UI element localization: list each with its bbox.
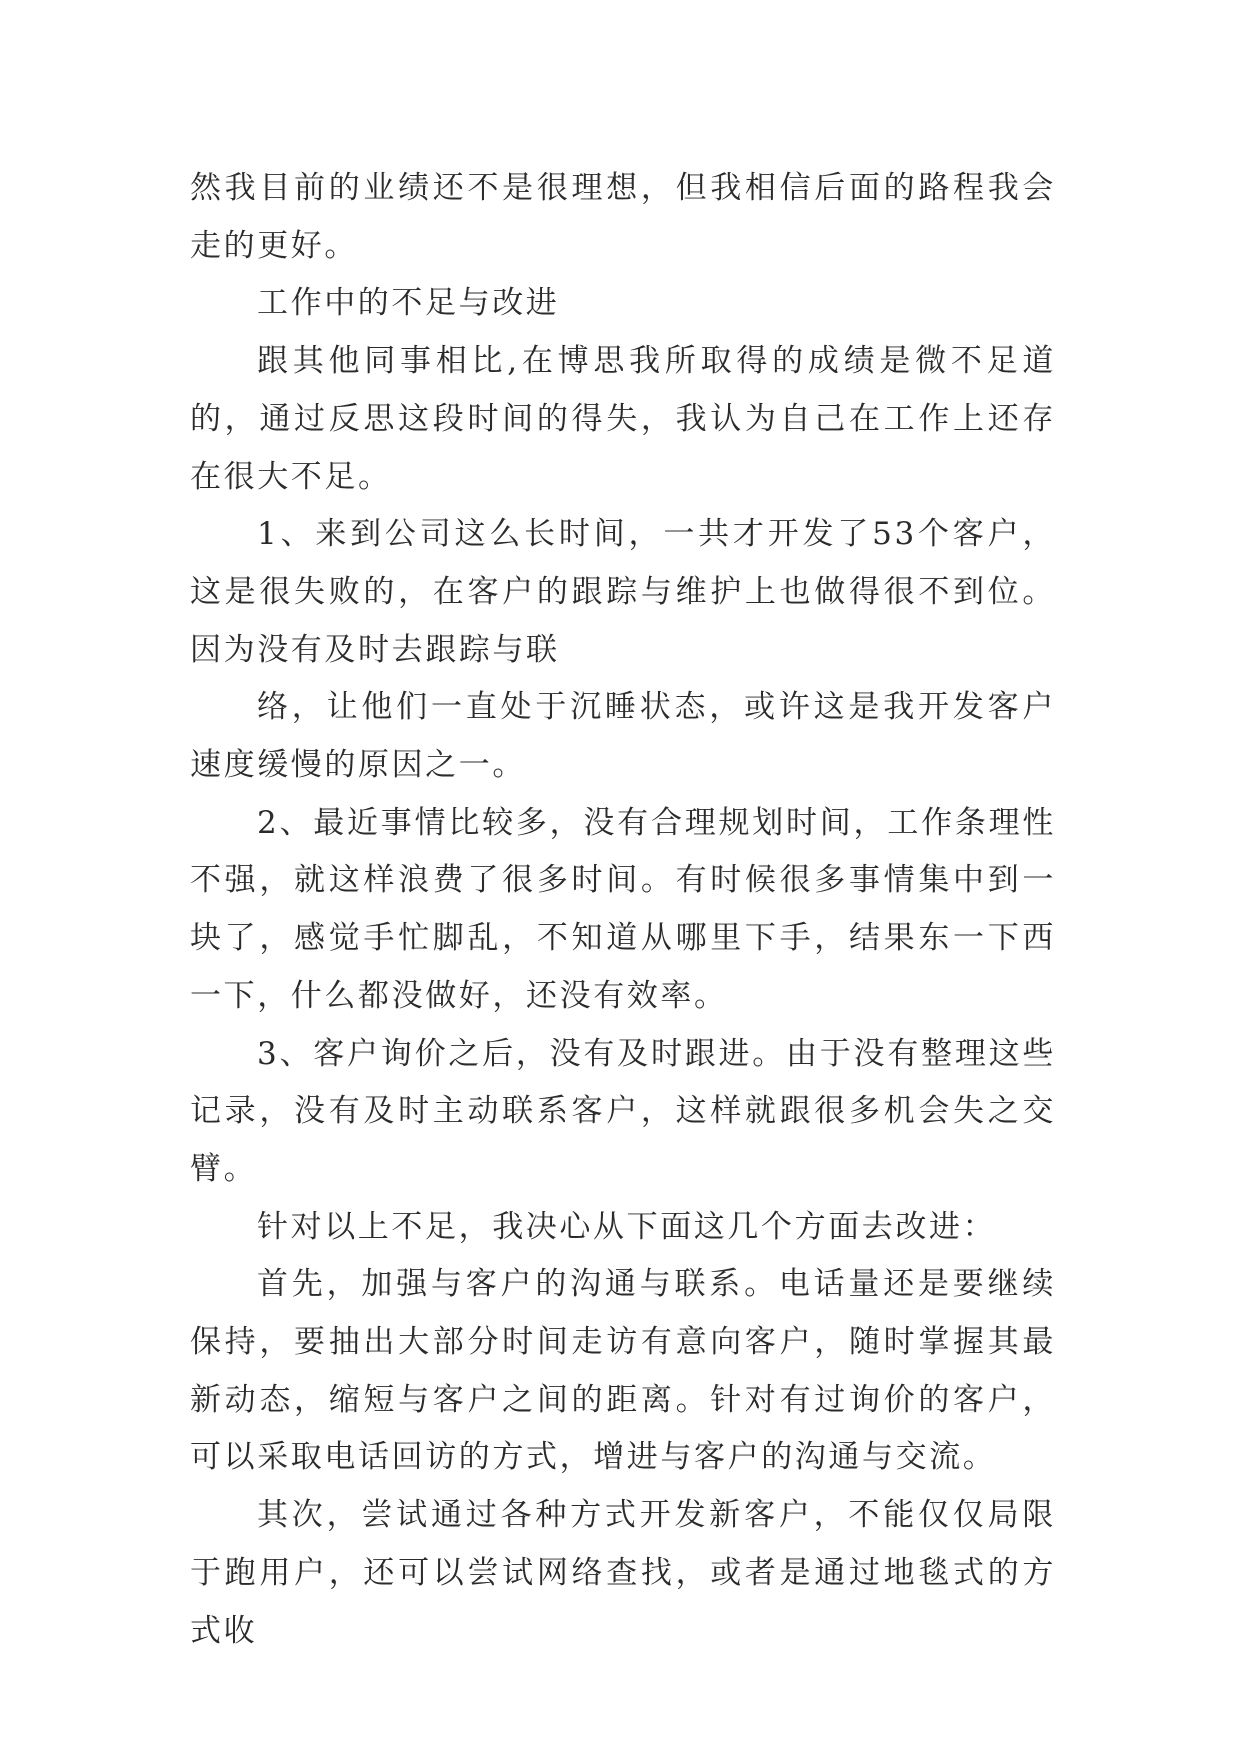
list-item-3: 3、客户询价之后，没有及时跟进。由于没有整理这些记录，没有及时主动联系客户，这样就跟很多机会失之交臂。 <box>190 1035 1056 1187</box>
paragraph: 其次，尝试通过各种方式开发新客户，不能仅仅局限于跑用户，还可以尝试网络查找，或者是通过地毯式的方式收 <box>190 1497 1056 1649</box>
list-item-2: 2、最近事情比较多，没有合理规划时间，工作条理性不强，就这样浪费了很多时间。有时候很多事情集中到一块了，感觉手忙脚乱，不知道从哪里下手，结果东一下西一下，什么都没做好，还没有效率。 <box>190 804 1056 1014</box>
document-body <box>190 160 1056 1660</box>
section-heading: 工作中的不足与改进 <box>257 285 560 322</box>
paragraph: 针对以上不足，我决心从下面这几个方面去改进： <box>257 1208 997 1245</box>
paragraph: 络，让他们一直处于沉睡状态，或许这是我开发客户速度缓慢的原因之一。 <box>190 689 1056 784</box>
paragraph: 跟其他同事相比,在博思我所取得的成绩是微不足道的，通过反思这段时间的得失，我认为自己在工作上还存在很大不足。 <box>190 343 1056 495</box>
paragraph: 首先，加强与客户的沟通与联系。电话量还是要继续保持，要抽出大部分时间走访有意向客户，随时掌握其最新动态，缩短与客户之间的距离。针对有过询价的客户，可以采取电话回访的方式，增进与客户的沟通与交流。 <box>190 1266 1056 1476</box>
list-item-1: 1、来到公司这么长时间，一共才开发了53个客户，这是很失败的，在客户的跟踪与维护上也做得很不到位。因为没有及时去跟踪与联 <box>190 516 1056 668</box>
paragraph-continuation: 然我目前的业绩还不是很理想，但我相信后面的路程我会走的更好。 <box>190 170 1056 264</box>
